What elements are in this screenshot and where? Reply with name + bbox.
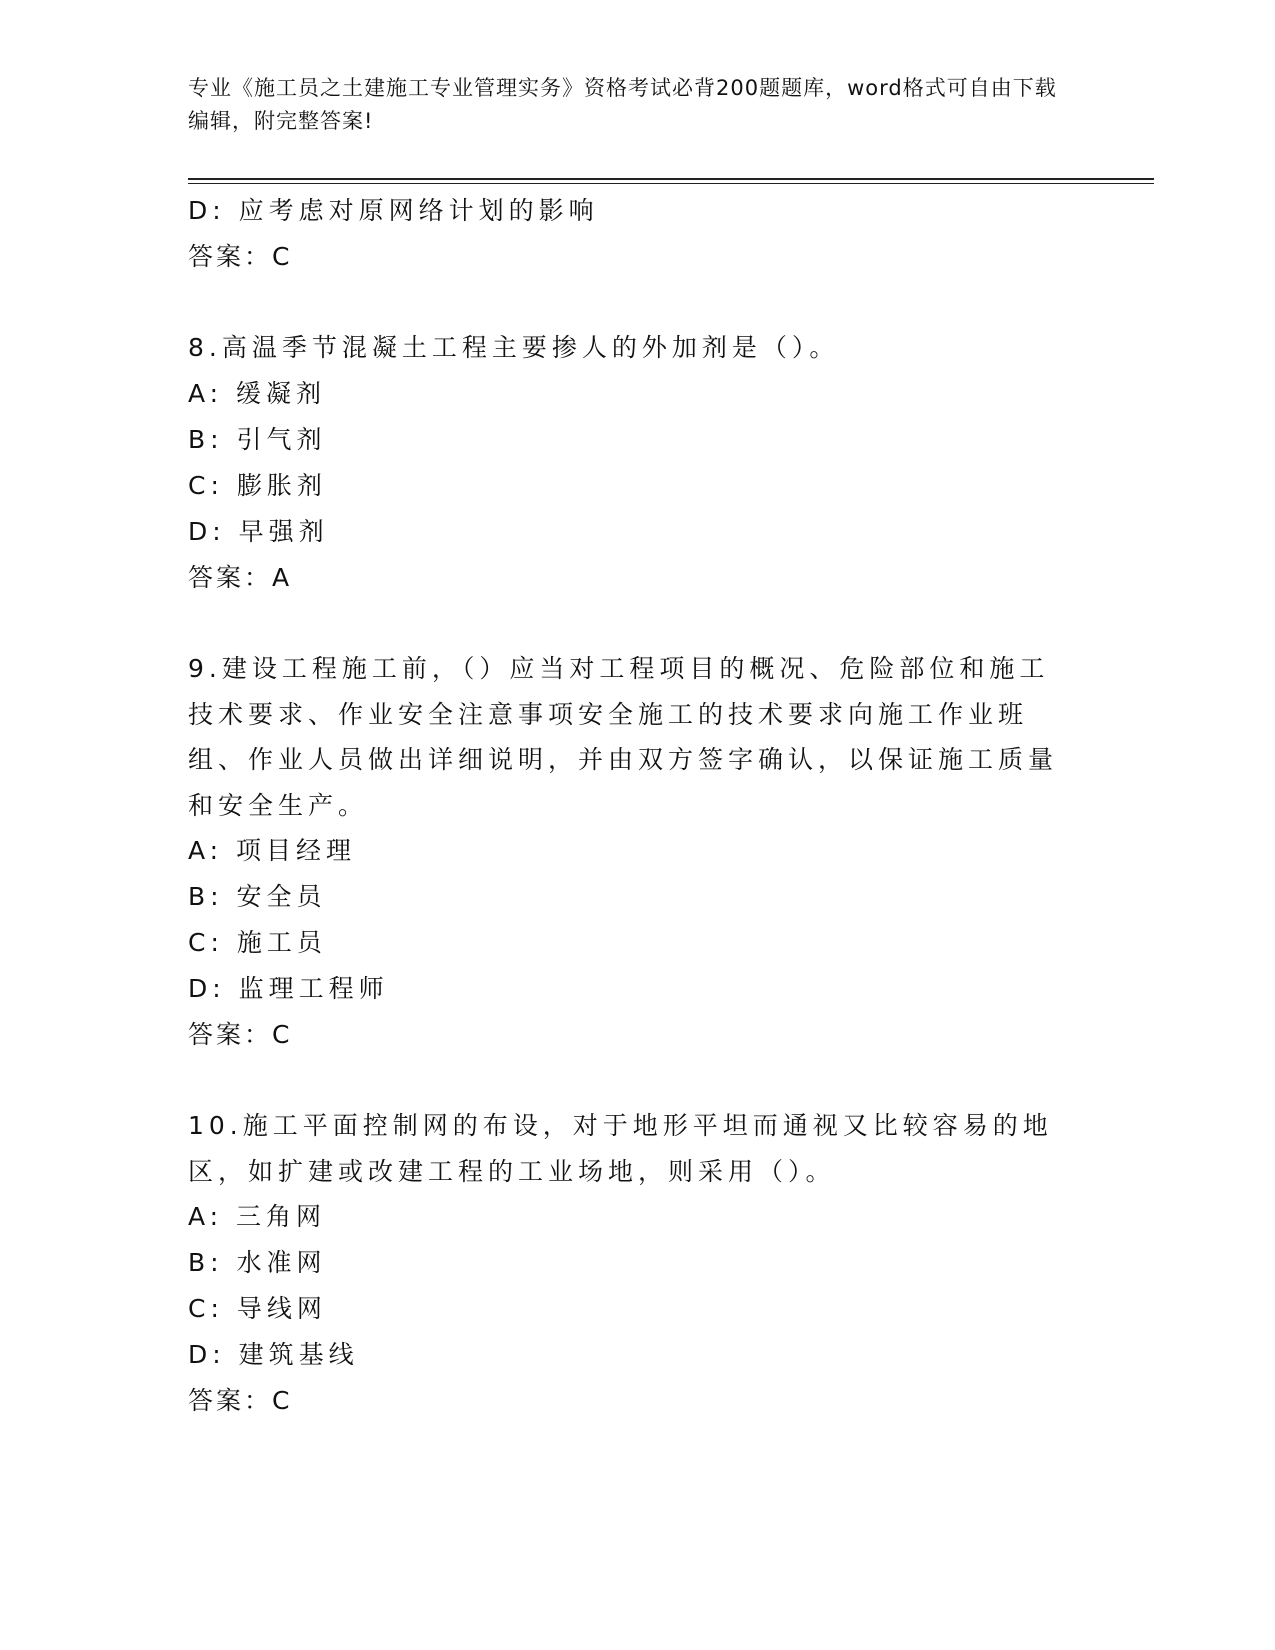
spacer xyxy=(188,601,1068,646)
option-a: A: 三角网 xyxy=(188,1202,327,1231)
option-a: A: 缓凝剂 xyxy=(188,379,327,408)
header-divider-thick xyxy=(188,178,1154,180)
option-c: C: 导线网 xyxy=(188,1294,327,1323)
option-d: D: 早强剂 xyxy=(188,517,329,546)
document-body xyxy=(188,188,1068,1424)
answer: 答案：C xyxy=(188,1386,293,1415)
option-b: B: 安全员 xyxy=(188,882,327,911)
carryover-option-d: D: 应考虑对原网络计划的影响 xyxy=(188,196,599,225)
answer: 答案：A xyxy=(188,563,293,592)
header-title: 专业《施工员之土建施工专业管理实务》资格考试必背200题题库，word格式可自由下载编辑，附完整答案! xyxy=(188,76,1057,133)
carryover-answer: 答案：C xyxy=(188,242,293,271)
document-header xyxy=(188,72,1068,138)
spacer xyxy=(188,280,1068,325)
option-c: C: 施工员 xyxy=(188,928,327,957)
option-c: C: 膨胀剂 xyxy=(188,471,327,500)
question-stem: 8.高温季节混凝土工程主要掺人的外加剂是（）。 xyxy=(188,333,840,362)
option-b: B: 引气剂 xyxy=(188,425,327,454)
option-b: B: 水准网 xyxy=(188,1248,327,1277)
question-8 xyxy=(188,325,1068,601)
question-stem: 9.建设工程施工前，（）应当对工程项目的概况、危险部位和施工技术要求、作业安全注意事项安全施工的技术要求向施工作业班组、作业人员做出详细说明，并由双方签字确认，以保证施工质量和安全生产。 xyxy=(188,654,1059,820)
question-9 xyxy=(188,646,1068,1058)
spacer xyxy=(188,1058,1068,1103)
option-d: D: 建筑基线 xyxy=(188,1340,359,1369)
answer: 答案：C xyxy=(188,1020,293,1049)
question-stem: 10.施工平面控制网的布设，对于地形平坦而通视又比较容易的地区，如扩建或改建工程的工业场地，则采用（）。 xyxy=(188,1111,1053,1186)
header-divider-thin xyxy=(188,183,1154,184)
question-10 xyxy=(188,1103,1068,1424)
option-a: A: 项目经理 xyxy=(188,836,357,865)
option-d: D: 监理工程师 xyxy=(188,974,389,1003)
